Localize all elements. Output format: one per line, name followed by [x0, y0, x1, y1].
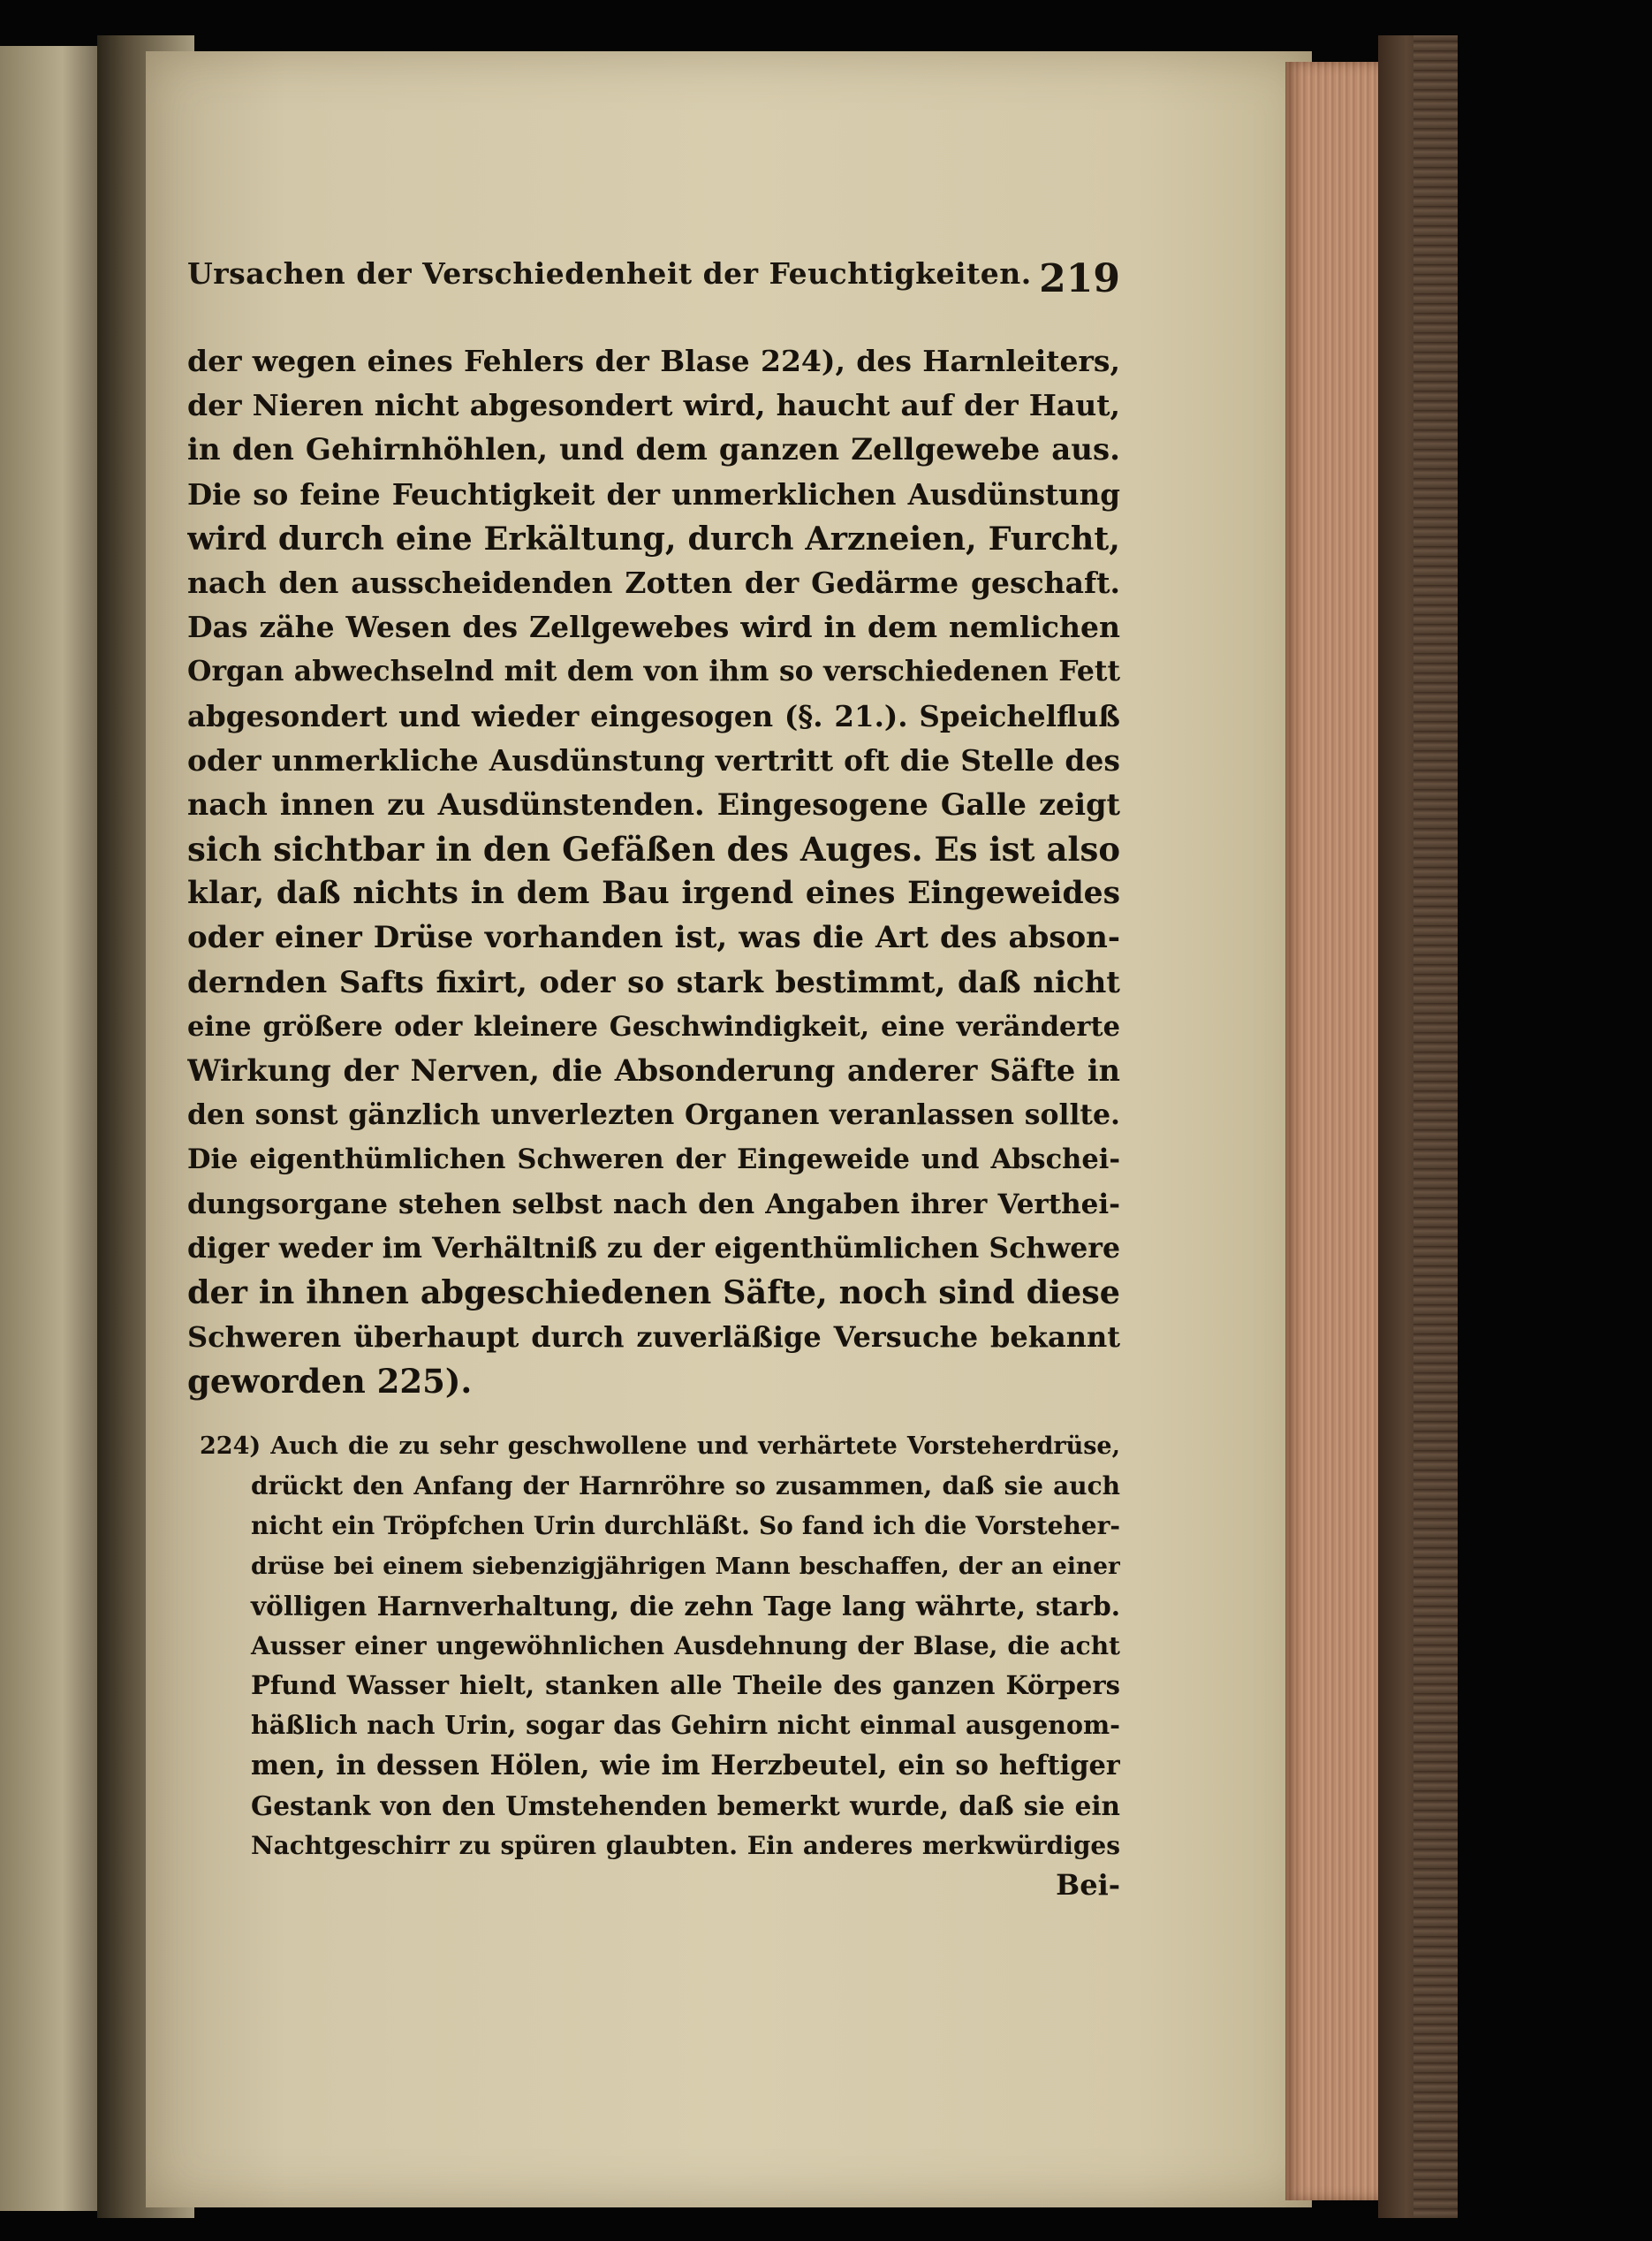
text-line: Organ abwechselnd mit dem von ihm so verschiedenen Fett [187, 655, 1120, 688]
footnote-line: drüse bei einem siebenzigjährigen Mann beschaffen, der an einer [251, 1552, 1120, 1580]
footnote-line: Pfund Wasser hielt, stanken alle Theile des ganzen Körpers [251, 1670, 1120, 1701]
running-head [187, 256, 1120, 318]
text-line: eine größere oder kleinere Geschwindigkeit, eine veränderte [187, 1010, 1120, 1043]
footnote-line: drückt den Anfang der Harnröhre so zusammen, daß sie auch [251, 1471, 1120, 1501]
catchword: Bei- [1056, 1868, 1120, 1903]
text-line: nach innen zu Ausdünstenden. Eingesogene Galle zeigt [187, 786, 1120, 822]
footnote-line: Nachtgeschirr zu spüren glaubten. Ein anderes merkwürdiges [251, 1830, 1120, 1860]
footnote-line: häßlich nach Urin, sogar das Gehirn nicht einmal ausgenom- [251, 1710, 1120, 1741]
page-number: 219 [1039, 256, 1120, 301]
text-line: diger weder im Verhältniß zu der eigenthümlichen Schwere [187, 1231, 1120, 1265]
text-line: klar, daß nichts in dem Bau irgend eines Eingeweides [187, 876, 1120, 912]
text-line: dungsorgane stehen selbst nach den Angaben ihrer Verthei- [187, 1188, 1120, 1220]
text-line: der in ihnen abgeschiedenen Säfte, noch sind diese [187, 1272, 1120, 1311]
catchword-row [200, 1865, 1120, 1905]
footnote-line: Gestank von den Umstehenden bemerkt wurde, daß sie ein [251, 1789, 1120, 1821]
text-line: abgesondert und wieder eingesogen (§. 21.). Speichelfluß [187, 698, 1120, 733]
text-line: geworden 225). [187, 1362, 473, 1402]
text-line: oder unmerkliche Ausdünstung vertritt oft die Stelle des [187, 742, 1120, 778]
footnote [200, 1426, 1120, 1905]
facing-page-edge [0, 46, 104, 2211]
footnote-line: Ausser einer ungewöhnlichen Ausdehnung der Blase, die acht [251, 1630, 1120, 1660]
text-line: oder einer Drüse vorhanden ist, was die Art des abson- [187, 920, 1120, 956]
text-line: Die so feine Feuchtigkeit der unmerklichen Ausdünstung [187, 476, 1120, 512]
running-head-title: Ursachen der Verschiedenheit der Feuchtigkeiten. [187, 256, 1032, 291]
text-line: sich sichtbar in den Gefäßen des Auges. Es ist also [187, 830, 1120, 870]
text-line: der wegen eines Fehlers der Blase 224), des Harnleiters, [187, 344, 1120, 378]
text-line: den sonst gänzlich unverlezten Organen veranlassen sollte. [187, 1098, 1120, 1132]
text-line: nach den ausscheidenden Zotten der Gedärme geschaft. [187, 565, 1120, 600]
text-line: dernden Safts fixirt, oder so stark bestimmt, daß nicht [187, 964, 1120, 1000]
main-text [187, 339, 1120, 1404]
text-line: der Nieren nicht abgesondert wird, haucht auf der Haut, [187, 388, 1120, 423]
text-line: Schweren überhaupt durch zuverläßige Versuche bekannt [187, 1320, 1120, 1355]
text-line: Die eigenthümlichen Schweren der Eingeweide und Abschei- [187, 1143, 1120, 1176]
text-line: Wirkung der Nerven, die Absonderung anderer Säfte in [187, 1053, 1120, 1088]
footnote-line: völligen Harnverhaltung, die zehn Tage lang währte, starb. [251, 1590, 1120, 1622]
text-line: Das zähe Wesen des Zellgewebes wird in dem nemlichen [187, 610, 1120, 645]
text-line: wird durch eine Erkältung, durch Arzneien, Furcht, [187, 519, 1120, 558]
footnote-line: nicht ein Tröpfchen Urin durchläßt. So fand ich die Vorsteher- [251, 1511, 1120, 1541]
footnote-line: men, in dessen Hölen, wie im Herzbeutel, ein so heftiger [251, 1749, 1120, 1781]
text-line: in den Gehirnhöhlen, und dem ganzen Zellgewebe aus. [187, 432, 1120, 468]
book-spine [1413, 35, 1458, 2218]
footnote-line: 224) Auch die zu sehr geschwollene und verhärtete Vorsteherdrüse, [200, 1432, 1120, 1460]
